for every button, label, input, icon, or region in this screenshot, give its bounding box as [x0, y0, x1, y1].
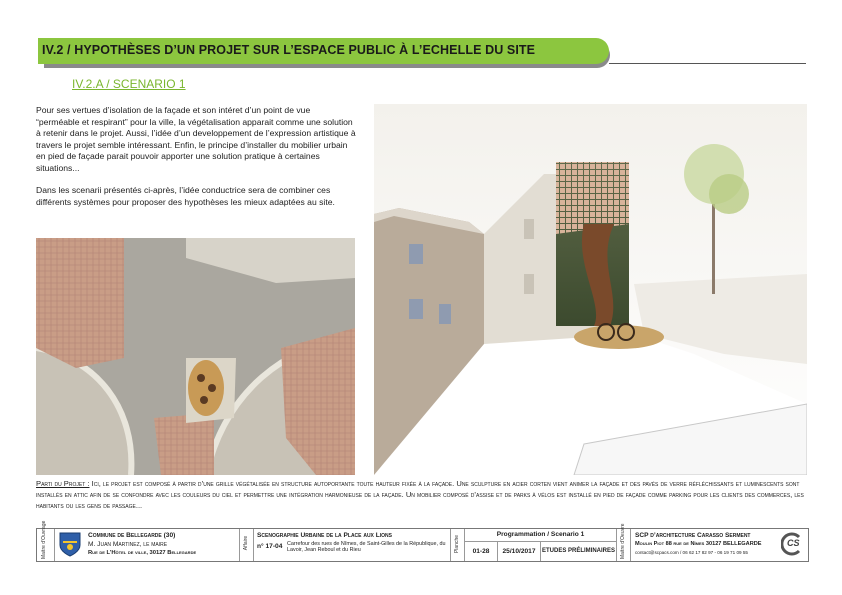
maitre-oeuvre-cell [617, 523, 631, 561]
intro-paragraph-1: Pour ses vertues d’isolation de la façade et son intéret d’un point de vue “perméable et respirant” pour la ville, la végétalisation apparait comme une solution à retenir dans le projet. Aussi, l’idée d’un developpement de l’expression artistique à travers le projet semble intéressant. Enfin, le principe d’installer du mobilier urbain en pied de façade parait pouvoir apporter une solution pratique à certaines situations... [36, 105, 356, 173]
document-date: 25/10/2017 [498, 542, 541, 561]
project-location: Carrefour des rues de Nîmes, de Saint-Gilles de la République, du Lavoir, Jean Reboul et du Rieu [287, 541, 446, 554]
affaire-label: Affaire [243, 535, 249, 551]
perspective-render [374, 104, 807, 475]
project-cell [254, 529, 451, 561]
intro-paragraph-2: Dans les scenarii présentés ci-après, l’idée conductrice sera de combiner ces différents systèmes pour proposer des hypothèses les mieux adaptées au site. [36, 185, 335, 207]
phase-cell [465, 529, 617, 561]
commune-cell [55, 529, 240, 561]
project-description [36, 478, 806, 511]
scenario-subtitle: IV.2.A / SCENARIO 1 [72, 77, 186, 91]
mayor-name: M. Juan Martinez, le maire [88, 541, 168, 548]
affaire-number: n° 17-04 [257, 543, 283, 550]
title-block [36, 520, 809, 562]
architect-contact: contact@scpacs.com / 06 62 17 82 97 - 06 19 71 09 55 [635, 550, 748, 555]
architect-cell [631, 529, 808, 561]
commune-shield-icon [59, 532, 81, 557]
mairie-address: Rue de L’Hôtel de ville, 30127 Bellegarde [88, 550, 197, 556]
architect-logo [781, 532, 805, 556]
phase-title: Programmation / Scenario 1 [465, 529, 616, 542]
project-title: Scenographie Urbaine de la Place aux Lions [257, 532, 392, 539]
architect-address: Moulin Piot 88 rue de Nîmes 30127 BELLEGARDE [635, 541, 762, 547]
parti-label: Parti du Projet : [36, 479, 90, 488]
section-title: IV.2 / HYPOTHÈSES D’UN PROJET SUR L’ESPACE PUBLIC À L’ECHELLE DU SITE [42, 43, 536, 57]
affaire-cell [240, 529, 254, 561]
maitre-ouvrage-cell [37, 520, 55, 561]
parti-text: Ici, le projet est composé à partir d’une grille végétalisée en structure autoportante toute hauteur fixée à la façade. Une sculpture en acier corten vient animer la façade et des pavés de verre réfléchissants et luminescents sont installés en attic afin de se confondre avec les couleurs du ciel et permettre une intégration harmonieuse de la façade. Un mobilier composé d’assise et de parks à vélos est installé en pied de façade comme parking pour les clients des commerces, les habitants ou les gens de passage... [36, 479, 804, 510]
maitre-oeuvre-label: Maitre d’Oeuvre [620, 523, 626, 559]
planche-number: 01-28 [465, 542, 498, 561]
commune-name: Commune de Bellegarde (30) [88, 532, 176, 539]
logo-text: CS [787, 538, 800, 548]
aerial-plan-render [36, 238, 355, 475]
maitre-ouvrage-label: Maitre d’Ouvrage [41, 520, 47, 559]
planche-label: Planche [454, 534, 460, 554]
planche-label-cell [451, 529, 465, 561]
header-rule [609, 63, 806, 64]
section-header [38, 38, 609, 64]
phase-name: ETUDES PRÉLIMINAIRES [541, 548, 615, 554]
architect-name: SCP d’architecture Carasso Serment [635, 532, 751, 539]
